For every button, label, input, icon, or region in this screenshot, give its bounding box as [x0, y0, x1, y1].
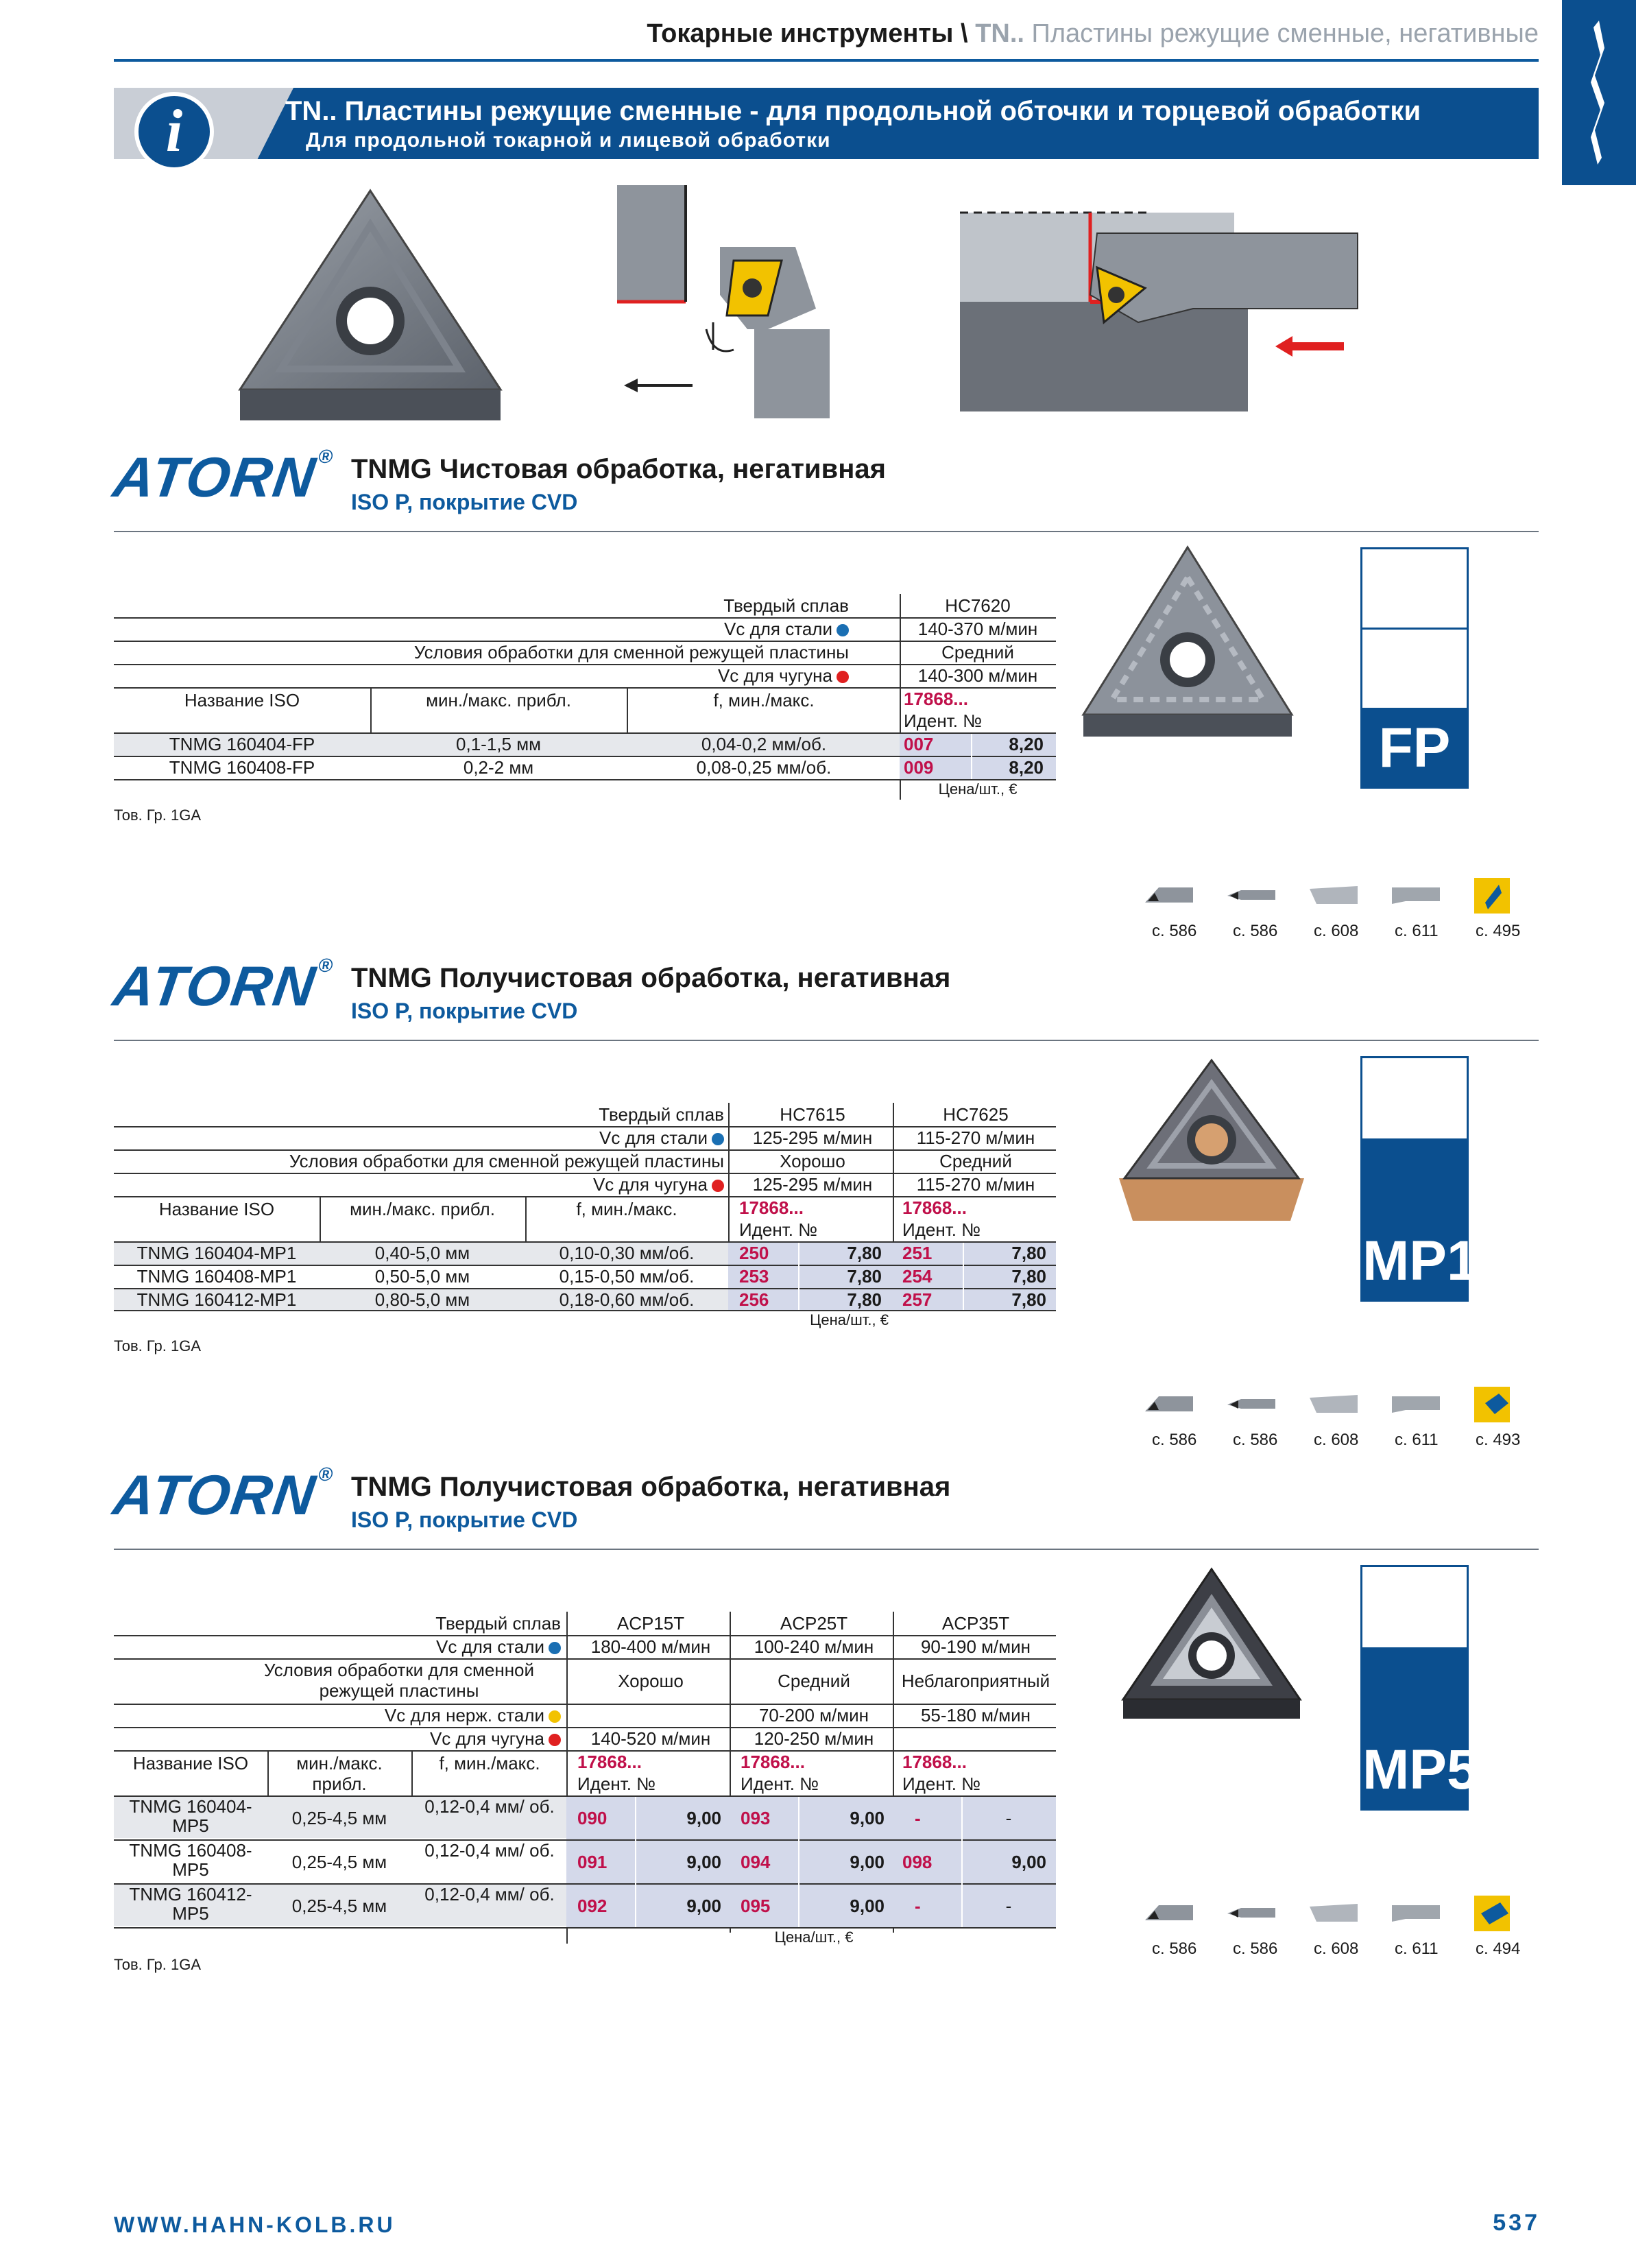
table-row: TNMG 160408-FP: [169, 757, 315, 778]
section-2-rule: [114, 1040, 1539, 1041]
section-1-tool-refs: [1138, 875, 1543, 920]
section-3-title: TNMG Получистовая обработка, негативная: [351, 1472, 951, 1502]
steel-dot-icon: [837, 624, 849, 636]
section-2-tool-refs: [1138, 1384, 1543, 1429]
header-separator: \: [953, 19, 976, 48]
stainless-dot-icon: [549, 1710, 561, 1723]
header-category: Токарные инструменты: [647, 19, 954, 48]
turning-diagram: [610, 185, 857, 432]
section-3-table: Твердый сплав ACP15T ACP25T ACP35T Vc для стали 180-400 м/мин 100-240 м/мин 90-190 м/мин Условия обработки для сменной режущей пластины Хорошо Средний Неблагоприятный Vc для нерж. стали 70-200 м/мин 55-180 м/мин Vc для чугуна 140-520 м/мин 120-250 м/мин Название ISO мин./макс. прибл. f, мин./макс. 17868... Идент. № 17868... Идент. № 17868... Идент. № TNMG 160404-MP5 0,25-4,5 мм 0,12-0,4 мм/ об. 090 9,00 093 9,00 - - TNMG 160408-MP5 0,25-4,5 мм 0,12-0,4 мм/ об. 091 9,00 094 9,00 098 9,00 TNMG 160412-MP5 0,25-4,5 мм 0,12-0,4 мм/ об. 092 9,00 095 9,00 - - Цена/шт., €: [114, 1612, 1056, 1941]
steel-dot-icon: [549, 1642, 561, 1654]
brand-logo: ATORN®: [109, 446, 336, 509]
holder-thumbnails: [1138, 1384, 1543, 1425]
info-title: TN.. Пластины режущие сменные - для продольной обточки и торцевой обработки: [285, 96, 1421, 126]
section-1-group: Тов. Гр. 1GA: [114, 807, 202, 824]
page-header-title: [647, 19, 1539, 49]
section-2-group: Тов. Гр. 1GA: [114, 1337, 202, 1354]
section-3-subtitle: ISO P, покрытие CVD: [351, 1507, 578, 1532]
brand-logo: ATORN®: [109, 955, 336, 1018]
table-row: TNMG 160404-FP: [169, 734, 315, 754]
info-subtitle: Для продольной токарной и лицевой обработки: [306, 129, 831, 152]
table-row: TNMG 160404-MP1: [136, 1243, 297, 1263]
info-icon: i: [134, 92, 214, 171]
insert-mp1-photo: [1119, 1056, 1304, 1228]
cast-dot-icon: [712, 1180, 724, 1192]
section-2-table: Твердый сплав HC7615 HC7625 Vc для стали 125-295 м/мин 115-270 м/мин Условия обработки для сменной режущей пластины Хорошо Средний Vc для чугуна 125-295 м/мин 115-270 м/мин Название ISO мин./макс. прибл. f, мин./макс. 17868... Идент. № 17868... Идент. № TNMG 160404-MP1 0,40-5,0 мм 0,10-0,30 мм/об. 250 7,80 251 7,80 TNMG 160408-MP1 0,50-5,0 мм 0,15-0,50 мм/об. 253 7,80 254 7,80 TNMG 160412-MP1 0,80-5,0 мм 0,18-0,60 мм/об. 256 7,80 257 7,80 Цена/шт., €: [114, 1103, 1056, 1329]
badge-mp1: MP1: [1360, 1056, 1469, 1302]
drill-icon: [1562, 0, 1636, 185]
steel-dot-icon: [712, 1133, 724, 1145]
section-1-table: Твердый сплав HC7620 Vc для стали 140-370 м/мин Условия обработки для сменной режущей пластины Средний Vc для чугуна 140-300 м/мин Название ISO мин./макс. прибл. f, мин./макс. 17868... Идент. № TNMG 160404-FP 0,1-1,5 мм 0,04-0,2 мм/об. 007 8,20 TNMG 160408-FP 0,2-2 мм 0,08-0,25 мм/об. 009 8,20 Цена/шт., €: [114, 594, 1056, 800]
table-row: TNMG 160412-MP5: [129, 1884, 252, 1924]
brand-logo: ATORN®: [109, 1464, 336, 1527]
insert-photo: [226, 184, 514, 431]
side-tab: [1562, 0, 1636, 185]
footer-url[interactable]: WWW.HAHN-KOLB.RU: [114, 2212, 396, 2237]
cast-dot-icon: [837, 671, 849, 683]
holder-thumbnails: [1138, 1893, 1543, 1934]
badge-mp5: MP5: [1360, 1565, 1469, 1811]
section-3-group: Тов. Гр. 1GA: [114, 1956, 202, 1973]
section-1-rule: [114, 531, 1539, 532]
section-2-title: TNMG Получистовая обработка, негативная: [351, 963, 951, 993]
section-3-tool-refs: [1138, 1893, 1543, 1937]
table-row: TNMG 160404-MP5: [129, 1796, 252, 1836]
header-code: TN..: [975, 19, 1024, 48]
header-subcategory: Пластины режущие сменные, негативные: [1031, 19, 1539, 48]
section-3-rule: [114, 1549, 1539, 1550]
insert-fp-photo: [1078, 543, 1297, 742]
facing-diagram: [960, 206, 1364, 418]
page-number: 537: [1493, 2210, 1540, 2236]
table-row: TNMG 160408-MP1: [136, 1266, 297, 1287]
cast-dot-icon: [549, 1734, 561, 1746]
section-1-subtitle: ISO P, покрытие CVD: [351, 490, 578, 514]
section-1-title: TNMG Чистовая обработка, негативная: [351, 454, 886, 484]
insert-mp5-photo: [1119, 1565, 1304, 1736]
holder-thumbnails: [1138, 875, 1543, 916]
header-rule: [114, 59, 1539, 62]
section-2-subtitle: ISO P, покрытие CVD: [351, 999, 578, 1023]
table-row: TNMG 160412-MP1: [136, 1289, 297, 1310]
table-row: TNMG 160408-MP5: [129, 1840, 252, 1880]
badge-fp: FP: [1360, 547, 1469, 789]
